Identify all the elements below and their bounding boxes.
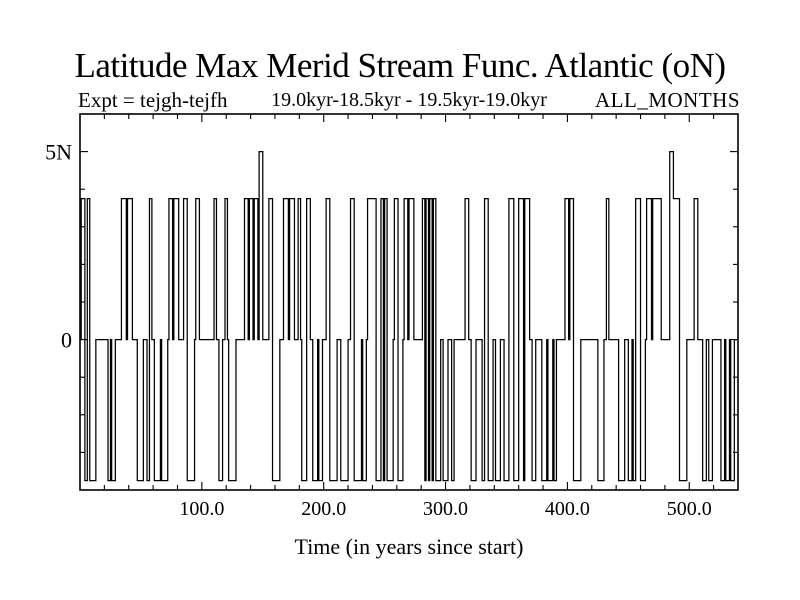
x-tick-label: 300.0: [423, 498, 469, 520]
time-range-label: 19.0kyr-18.5kyr - 19.5kyr-19.0kyr: [271, 89, 547, 111]
x-tick-label: 200.0: [301, 498, 347, 520]
x-tick-label: 500.0: [666, 498, 712, 520]
x-axis-title: Time (in years since start): [294, 534, 524, 559]
y-tick-label: 0: [61, 327, 72, 353]
experiment-label: Expt = tejgh-tejfh: [78, 88, 228, 112]
y-tick-label: 5N: [45, 139, 72, 165]
x-tick-label: 400.0: [544, 498, 590, 520]
series-line: [80, 152, 738, 481]
x-tick-label: 100.0: [179, 498, 225, 520]
months-label: ALL_MONTHS: [595, 88, 740, 112]
chart-title: Latitude Max Merid Stream Func. Atlantic (oN): [74, 46, 726, 85]
